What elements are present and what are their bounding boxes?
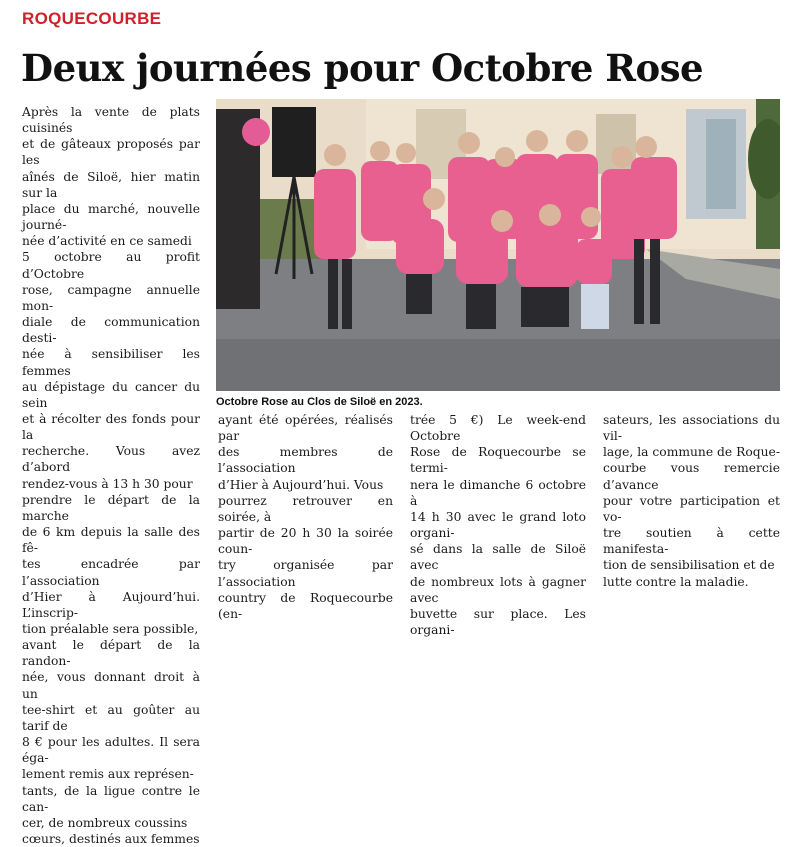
- text-line: cœurs, destinés aux femmes: [22, 832, 200, 847]
- text-line: ayant été opérées, réalisés par: [218, 413, 393, 444]
- text-line: lutte contre la maladie.: [603, 574, 749, 589]
- section-kicker: ROQUECOURBE: [22, 9, 162, 28]
- text-line: tre soutien à cette manifesta-: [603, 526, 780, 557]
- group-photo: [216, 99, 780, 391]
- text-line: tee-shirt et au goûter au tarif de: [22, 702, 200, 733]
- text-line: de 6 km depuis la salle des fê-: [22, 525, 200, 556]
- text-line: diale de communication desti-: [22, 315, 200, 346]
- text-line: 14 h 30 avec le grand loto organi-: [410, 509, 586, 541]
- text-line: pour votre participation et vo-: [603, 493, 780, 524]
- text-line: lage, la commune de Roque-: [603, 445, 780, 460]
- article-column-4: [603, 412, 780, 590]
- text-line: d’Hier à Aujourd’hui. Vous: [218, 477, 384, 492]
- article-column-3: [410, 412, 586, 638]
- text-line: née, vous donnant droit à un: [22, 670, 200, 701]
- text-line: au dépistage du cancer du sein: [22, 379, 200, 410]
- text-line: Après la vente de plats cuisinés: [22, 105, 200, 136]
- text-line: sé dans la salle de Siloë avec: [410, 542, 586, 573]
- text-line: lement remis aux représen-: [22, 767, 194, 782]
- text-line: place du marché, nouvelle journé-: [22, 201, 200, 233]
- text-line: aînés de Siloë, hier matin sur la: [22, 169, 200, 200]
- article-column-1: [22, 104, 200, 847]
- article-headline: Deux journées pour Octobre Rose: [21, 46, 704, 90]
- text-line: cer, de nombreux coussins: [22, 815, 188, 830]
- text-line: courbe vous remercie d’avance: [603, 461, 780, 492]
- text-line: recherche. Vous avez d’abord: [22, 444, 200, 475]
- text-line: prendre le départ de la marche: [22, 492, 200, 523]
- text-line: avant le départ de la randon-: [22, 638, 200, 669]
- text-line: 8 € pour les adultes. Il sera éga-: [22, 735, 200, 766]
- text-line: rendez-vous à 13 h 30 pour: [22, 476, 193, 491]
- text-line: sateurs, les associations du vil-: [603, 413, 780, 444]
- text-line: tion de sensibilisation et de: [603, 558, 775, 573]
- text-line: buvette sur place. Les organi-: [410, 606, 586, 638]
- text-line: des membres de l’association: [218, 445, 393, 476]
- text-line: 5 octobre au profit d’Octobre: [22, 250, 200, 281]
- text-line: country de Roquecourbe (en-: [218, 590, 393, 621]
- text-line: Rose de Roquecourbe se termi-: [410, 445, 586, 476]
- text-line: rose, campagne annuelle mon-: [22, 282, 200, 313]
- text-line: née à sensibiliser les femmes: [22, 347, 200, 378]
- text-line: tants, de la ligue contre le can-: [22, 783, 200, 814]
- text-line: et à récolter des fonds pour la: [22, 411, 200, 443]
- text-line: de nombreux lots à gagner avec: [410, 574, 586, 605]
- text-line: nera le dimanche 6 octobre à: [410, 477, 586, 508]
- text-line: pourrez retrouver en soirée, à: [218, 493, 393, 524]
- text-line: partir de 20 h 30 la soirée coun-: [218, 526, 393, 557]
- text-line: d’Hier à Aujourd’hui. L’inscrip-: [22, 589, 200, 620]
- photo-caption: Octobre Rose au Clos de Siloë en 2023.: [216, 396, 423, 408]
- text-line: try organisée par l’association: [218, 558, 393, 589]
- text-line: tes encadrée par l’association: [22, 557, 200, 588]
- text-line: tion préalable sera possible,: [22, 622, 199, 636]
- text-line: et de gâteaux proposés par les: [22, 137, 200, 168]
- group-photo-illustration: [216, 99, 780, 391]
- text-line: née d’activité en ce samedi: [22, 234, 192, 249]
- article-column-2: [218, 412, 393, 622]
- text-line: trée 5 €) Le week-end Octobre: [410, 413, 586, 444]
